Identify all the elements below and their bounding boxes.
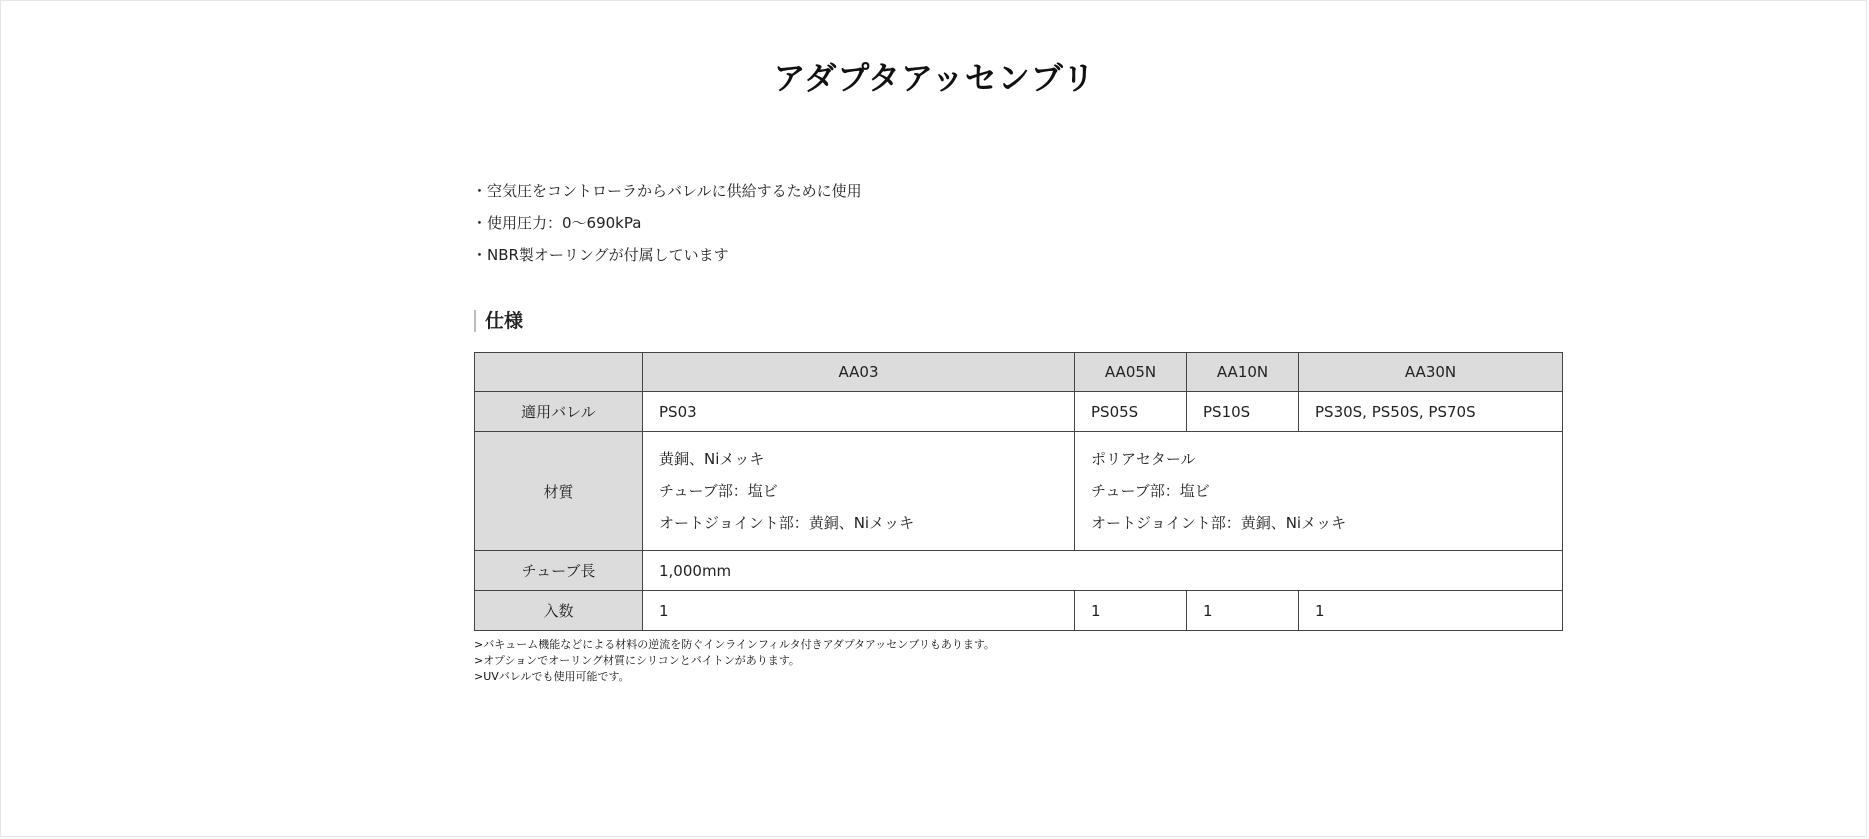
note-item: >バキューム機能などによる材料の逆流を防ぐインラインフィルタ付きアダプタアッセンブリもあります。 [474, 638, 995, 651]
feature-item: ・NBR製オーリングが付属しています [472, 246, 729, 264]
spec-header-aa05n: AA05N [1075, 353, 1187, 392]
material-line: ポリアセタール [1091, 450, 1196, 468]
spec-header-aa03: AA03 [643, 353, 1075, 392]
note-item: >オプションでオーリング材質にシリコンとバイトンがあります。 [474, 654, 800, 667]
spec-heading: 仕様 [474, 310, 523, 332]
material-line: 黄銅、Niメッキ [659, 450, 765, 468]
spec-table [474, 352, 1563, 631]
spec-header-row [475, 353, 1563, 392]
note-item: >UVバレルでも使用可能です。 [474, 670, 630, 683]
row-label-barrel: 適用バレル [475, 392, 643, 432]
cell-quantity-aa03: 1 [643, 591, 1075, 631]
page-title: アダプタアッセンブリ [773, 59, 1096, 97]
spec-header-aa10n: AA10N [1187, 353, 1299, 392]
cell-tube-length: 1,000mm [643, 551, 1563, 591]
cell-quantity-aa05n: 1 [1075, 591, 1187, 631]
cell-barrel-aa30n: PS30S, PS50S, PS70S [1299, 392, 1563, 432]
notes-list [474, 637, 995, 685]
material-line: チューブ部：塩ビ [659, 482, 778, 500]
feature-item: ・空気圧をコントローラからバレルに供給するために使用 [472, 182, 862, 200]
material-line: オートジョイント部：黄銅、Niメッキ [1091, 514, 1347, 532]
material-line: オートジョイント部：黄銅、Niメッキ [659, 514, 915, 532]
table-row [475, 591, 1563, 631]
table-row [475, 551, 1563, 591]
spec-header-corner [475, 353, 643, 392]
row-label-material: 材質 [475, 432, 643, 551]
cell-barrel-aa05n: PS05S [1075, 392, 1187, 432]
cell-material-aa03 [643, 432, 1075, 551]
table-row [475, 432, 1563, 551]
spec-header-aa30n: AA30N [1299, 353, 1563, 392]
cell-material-others [1075, 432, 1563, 551]
feature-item: ・使用圧力：0〜690kPa [472, 214, 642, 232]
cell-quantity-aa10n: 1 [1187, 591, 1299, 631]
cell-barrel-aa03: PS03 [643, 392, 1075, 432]
row-label-quantity: 入数 [475, 591, 643, 631]
table-row [475, 392, 1563, 432]
cell-barrel-aa10n: PS10S [1187, 392, 1299, 432]
cell-quantity-aa30n: 1 [1299, 591, 1563, 631]
feature-list [472, 175, 862, 271]
row-label-tube-length: チューブ長 [475, 551, 643, 591]
material-line: チューブ部：塩ビ [1091, 482, 1210, 500]
